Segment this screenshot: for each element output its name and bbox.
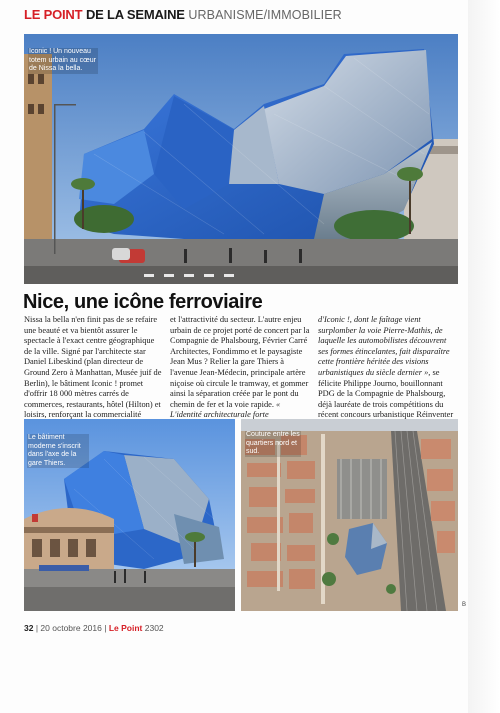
footer-brand: Le Point [108, 623, 143, 633]
issue-date: 20 octobre 2016 [40, 623, 102, 633]
article-text-col3-b: , se félicite Philippe Journo, bouillonnant PDG de la Compagnie de Phalsbourg, déjà lauréate de trois compétitions du récent concours urbanistique Réinventer [318, 367, 454, 420]
article-column-1 [24, 315, 164, 421]
footer-separator-2: | [104, 623, 109, 633]
hero-photo [24, 34, 458, 284]
page-footer [24, 622, 164, 634]
header-weekly: DE LA SEMAINE [85, 7, 185, 22]
photo-gare-thiers-caption: Le bâtiment moderne s'inscrit dans l'axe de la gare Thiers. [27, 434, 89, 468]
header-section: URBANISME/IMMOBILIER [188, 8, 342, 22]
photo-aerial-city [241, 419, 458, 611]
article-text-col2 [170, 315, 310, 421]
page-header [24, 6, 342, 24]
article-title: Nice, une icône ferroviaire [23, 291, 263, 313]
issue-number: 2302 [144, 623, 164, 633]
page-edge [468, 0, 500, 713]
photo-aerial-caption: Couture entre les quartiers nord et sud. [246, 431, 300, 455]
photo-gare-thiers [24, 419, 235, 611]
article-quote-start: « L'identité architecturale forte [170, 399, 281, 420]
hero-caption: Iconic ! Un nouveau totem urbain au cœur de Nissa la bella. [28, 48, 98, 74]
footer-separator: | [35, 623, 41, 633]
article-quote-end: d'Iconic !, dont le faîtage vient surplomber la voie Pierre-Mathis, de laquelle les automobilistes découvrent ses formes étincelantes, fait disparaître cette frontière héritée des visions urbanistiques du siècle dernier » [318, 315, 450, 377]
photo-credit: B [462, 602, 467, 608]
article-text-col1: Nissa la bella n'en finit pas de se refaire une beauté et va bientôt assurer le spectacle à l'exact centre géographique de la ville. Signé par l'architecte star Daniel Libeskind (plan directeur de Ground Zero à Manhattan, Musée juif de Berlin), le bâtiment Iconic ! promet d'offrir 18 000 mètres carrés de commerces, restaurants, hôtel (Hilton) et loisirs, renforçant la commercialité [24, 315, 162, 420]
article-column-3 [318, 315, 458, 433]
article-column-2 [170, 315, 310, 421]
article-text-col2-a: et l'attractivité du secteur. L'autre enjeu urbain de ce projet porté de concert par la Compagnie de Phalsbourg, Février Carré Architectes, Fondimmo et le paysagiste Jean Mus ? Relier la gare Thiers à l'avenue Jean-Médecin, principale artère niçoise où circule le tramway, et gommer ainsi la séparation créée par le pont du chemin de fer et la voie rapide. [170, 315, 310, 409]
header-brand: LE POINT [24, 7, 83, 22]
article-text-col3 [318, 315, 458, 433]
page-number: 32 [24, 623, 34, 633]
